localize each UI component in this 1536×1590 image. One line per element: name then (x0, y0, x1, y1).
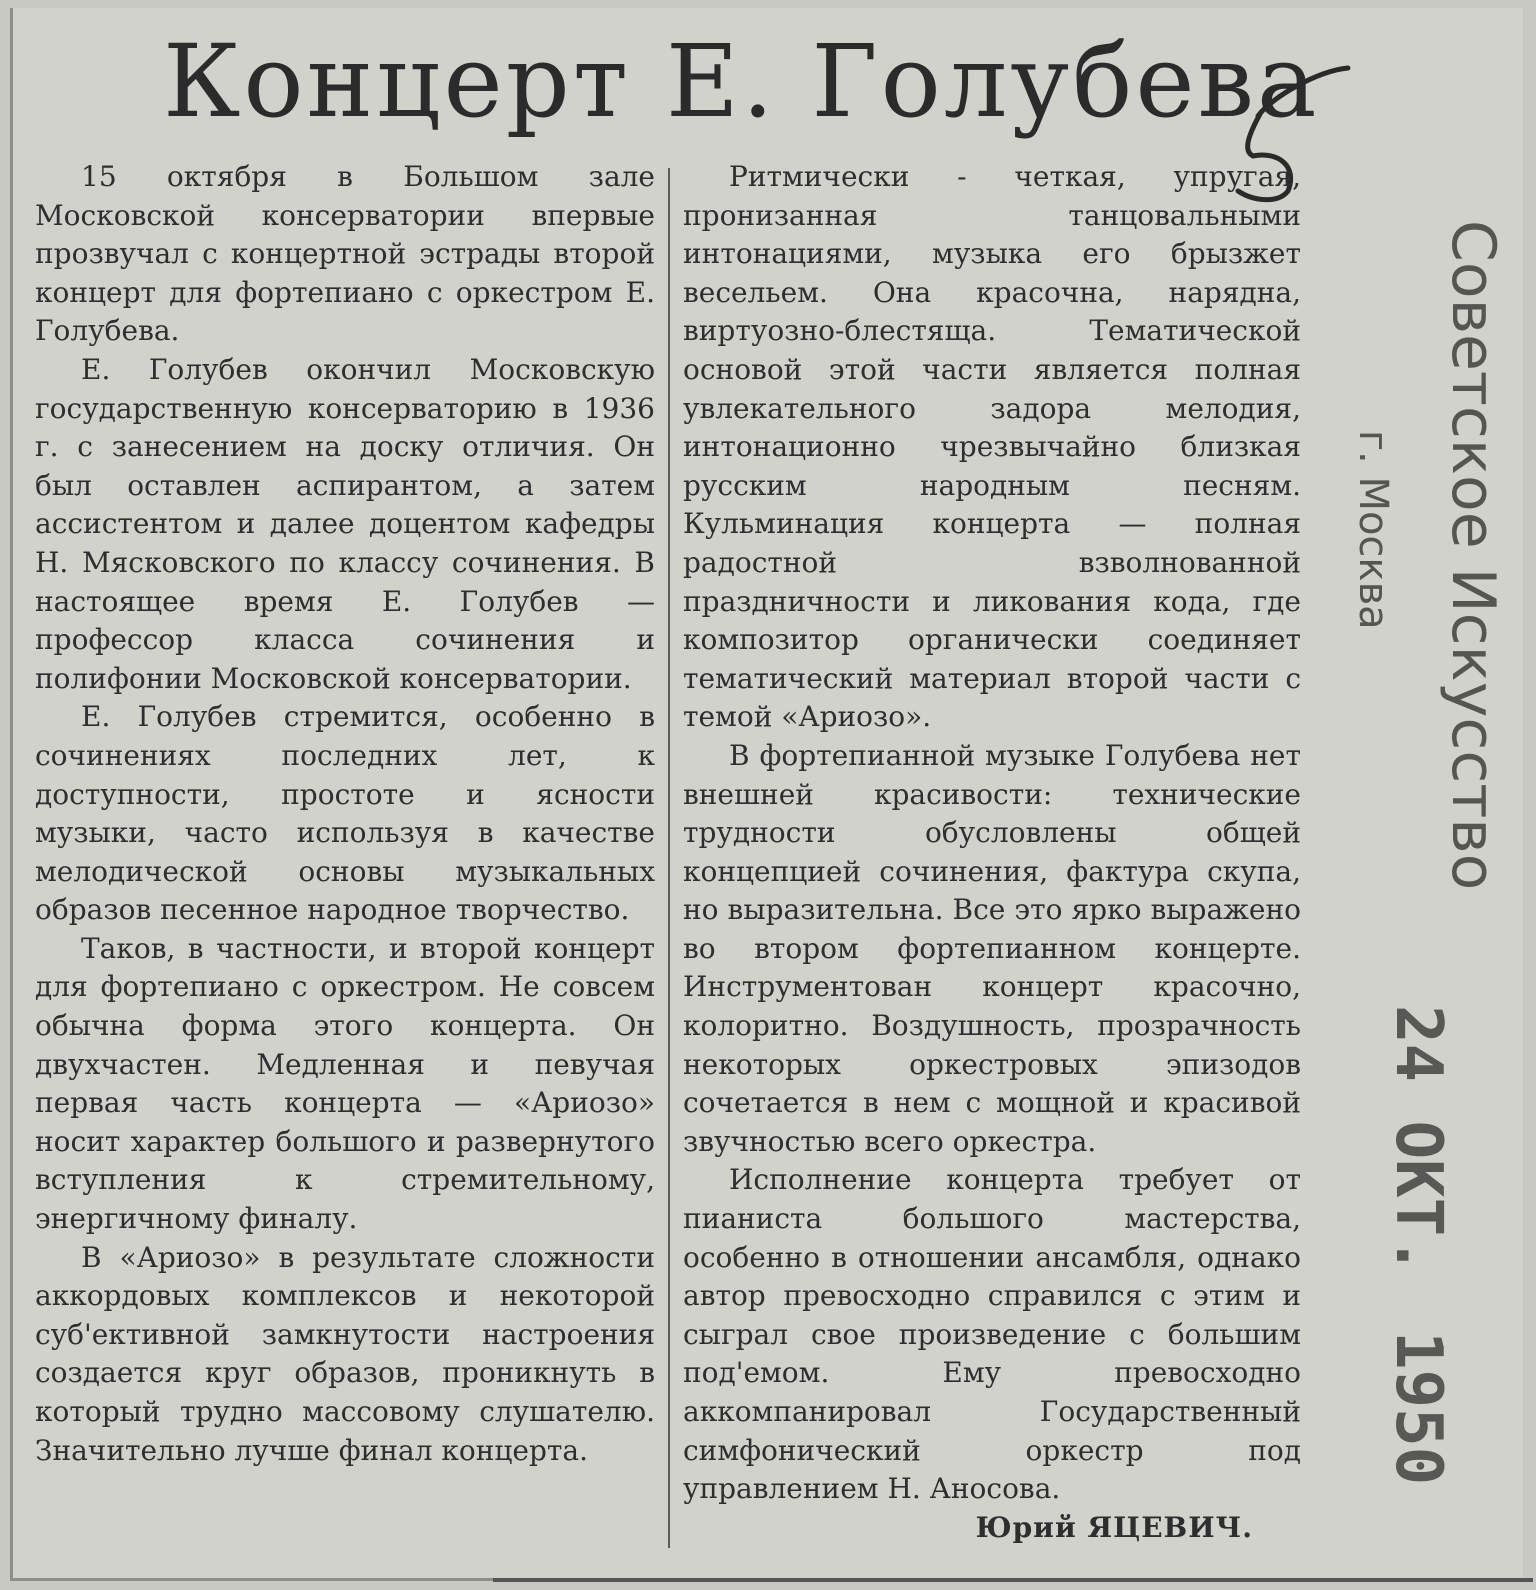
author-signature: Юрий ЯЦЕВИЧ. (975, 1510, 1253, 1544)
bottom-rule (493, 1578, 1533, 1582)
article-title: Концерт Е. Голубева (163, 23, 1320, 140)
paragraph-left-5: В «Ариозо» в результате сложности аккордовых комплексов и некоторой суб'ективной замкнутости настроения создается круг образов, проникнуть в который трудно массовому слушателю. Значительно лучше финал концерта. (35, 1240, 655, 1467)
stamp-newspaper-name: Советское Искусство (1438, 220, 1508, 891)
stamp-city: г. Москва (1350, 430, 1396, 630)
stamp-day-month: 24 ОКТ. (1381, 1005, 1455, 1275)
stamp-date (1383, 1005, 1453, 1485)
paragraph-left-4: Таков, в частности, и второй концерт для фортепиано с оркестром. Не совсем обычна форма этого концерта. Он двухчастен. Медленная и певучая первая часть концерта — «Ариозо» носит характер большого и развернутого вступления к стремительному, энергичному финалу. (35, 931, 655, 1236)
paragraph-right-3: Исполнение концерта требует от пианиста большого мастерства, особенно в отношении ансамбля, однако автор превосходно справился с этим и сыграл свое произведение с большим под'емом. Ему превосходно аккомпанировал Государственный симфонический оркестр под управлением Н. Аносова. (683, 1163, 1301, 1506)
paragraph-left-1: 15 октября в Большом зале Московской консерватории впервые прозвучал с концертной эстрады второй концерт для фортепиано с оркестром Е. Голубева. (35, 160, 655, 348)
paragraph-left-2: Е. Голубев окончил Московскую государственную консерваторию в 1936 г. с занесением на доску отличия. Он был оставлен аспирантом, а затем ассистентом и далее доцентом кафедры Н. Мясковского по классу сочинения. В настоящее время Е. Голубев — профессор класса сочинения и полифонии Московской консерватории. (35, 352, 655, 695)
paragraph-left-3: Е. Голубев стремится, особенно в сочинениях последних лет, к доступности, простоте и ясности музыки, часто используя в качестве мелодической основы музыкальных образов песенное народное творчество. (35, 700, 655, 927)
paragraph-right-1: Ритмически - четкая, упругая, пронизанная танцовальными интонациями, музыка его брызжет весельем. Она красочна, нарядна, виртуозно-блестяща. Тематической основой этой части является полная увлекательного задора мелодия, интонационно чрезвычайно близкая русским народным песням. Кульминация концерта — полная радостной взволнованной праздничности и ликования кода, где композитор органически соединяет тематический материал второй части с темой «Ариозо». (683, 160, 1301, 734)
paragraph-right-2: В фортепианной музыке Голубева нет внешней красивости: технические трудности обусловлены общей концепцией сочинения, фактура скупа, но выразительна. Все это ярко выражено во втором фортепианном концерте. Инструментован концерт красочно, колоритно. Воздушность, прозрачность некоторых оркестровых эпизодов сочетается в нем с мощной и красивой звучностью всего оркестра. (683, 738, 1301, 1158)
article-column-right (683, 158, 1301, 1548)
article-column-left (35, 158, 655, 1548)
stamp-year: 1950 (1381, 1331, 1455, 1486)
column-divider (668, 168, 670, 1548)
newspaper-clipping (10, 8, 1523, 1581)
